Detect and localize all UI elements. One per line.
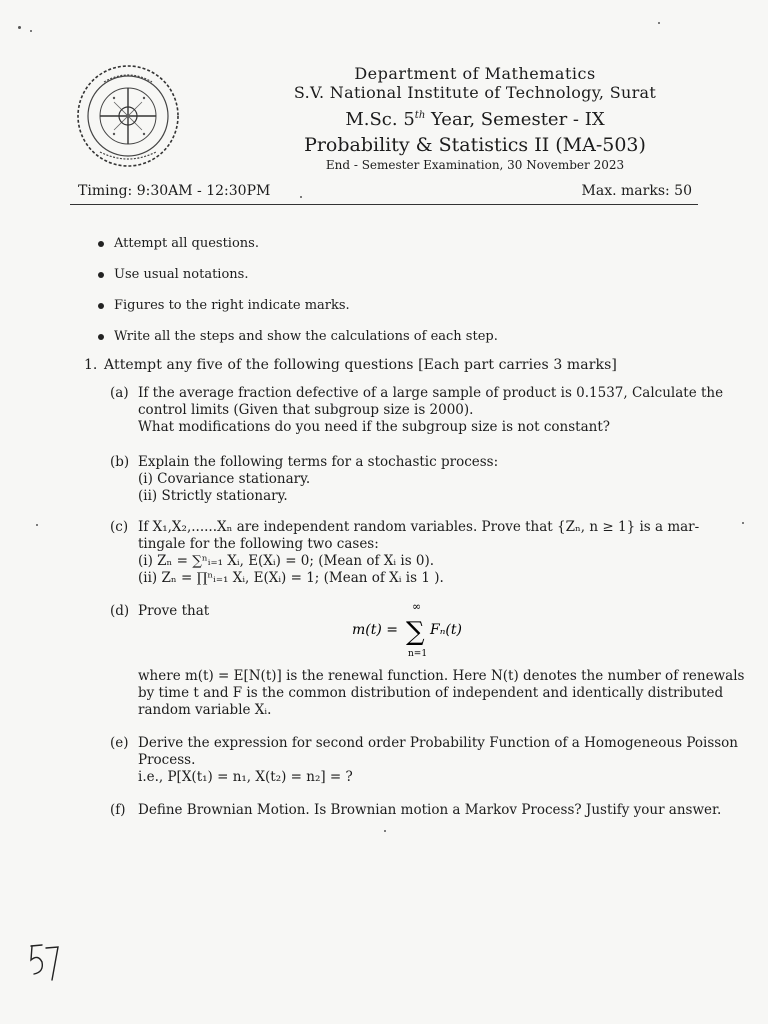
part-line: Process. xyxy=(138,752,196,768)
program-line xyxy=(250,105,700,131)
part-line: i.e., P[X(t₁) = n₁, X(t₂) = n₂] = ? xyxy=(138,769,353,785)
scan-speck xyxy=(742,522,744,524)
bullet-icon xyxy=(98,303,104,309)
question-text: Attempt any five of the following questions [Each part carries 3 marks] xyxy=(104,357,617,373)
part-label: (b) xyxy=(110,454,130,470)
part-label: (a) xyxy=(110,385,129,401)
institute-seal-icon xyxy=(74,62,182,170)
handwritten-page-mark xyxy=(28,940,62,984)
scan-speck xyxy=(30,30,32,32)
scan-speck xyxy=(384,830,386,832)
renewal-formula xyxy=(352,594,472,664)
exam-meta xyxy=(78,183,692,203)
part-body xyxy=(138,668,745,719)
formula-sum-lower: n=1 xyxy=(408,649,428,659)
part-line: (i) Covariance stationary. xyxy=(138,471,311,487)
part-label: (c) xyxy=(110,519,129,535)
institute-name: S.V. National Institute of Technology, Surat xyxy=(293,83,657,102)
scan-speck xyxy=(300,196,302,198)
part-line: control limits (Given that subgroup size is 2000). xyxy=(138,402,474,418)
question-number: 1. xyxy=(84,357,98,373)
part-line: tingale for the following two cases: xyxy=(138,536,379,552)
header-divider xyxy=(70,204,698,205)
instruction-text: Write all the steps and show the calculations of each step. xyxy=(114,329,498,344)
instruction-text: Figures to the right indicate marks. xyxy=(114,298,350,313)
part-line: If X₁,X₂,......Xₙ are independent random variables. Prove that {Zₙ, n ≥ 1} is a mar- xyxy=(138,519,700,535)
program-prefix: M.Sc. 5 xyxy=(345,109,415,130)
bullet-icon xyxy=(98,272,104,278)
part-label: (f) xyxy=(110,802,126,818)
part-line: If the average fraction defective of a large sample of product is 0.1537, Calculate the xyxy=(138,385,724,401)
part-line: (ii) Strictly stationary. xyxy=(138,488,288,504)
part-label: (d) xyxy=(110,603,130,619)
part-body xyxy=(138,735,738,786)
part-line: where m(t) = E[N(t)] is the renewal function. Here N(t) denotes the number of renewals xyxy=(138,668,745,684)
instruction-text: Use usual notations. xyxy=(114,267,249,282)
part-line: Derive the expression for second order Probability Function of a Homogeneous Poisson xyxy=(138,735,738,751)
formula-term: Fₙ(t) xyxy=(430,622,462,638)
scan-speck xyxy=(658,22,660,24)
course-title: Probability & Statistics II (MA-503) xyxy=(304,134,646,156)
part-line: (ii) Zₙ = ∏ⁿᵢ₌₁ Xᵢ, E(Xᵢ) = 1; (Mean of Xᵢ is 1 ). xyxy=(138,570,444,586)
part-line: (i) Zₙ = ∑ⁿᵢ₌₁ Xᵢ, E(Xᵢ) = 0; (Mean of Xᵢ is 0). xyxy=(138,553,435,569)
instruction-item xyxy=(96,267,498,298)
instruction-item xyxy=(96,329,498,360)
scan-speck xyxy=(36,524,38,526)
program-suffix: Year, Semester - IX xyxy=(425,109,605,130)
program-superscript: th xyxy=(414,110,426,121)
part-intro: Prove that xyxy=(138,603,210,619)
instruction-item xyxy=(96,298,498,329)
part-line: What modifications do you need if the subgroup size is not constant? xyxy=(138,419,611,435)
exam-header xyxy=(250,64,700,173)
part-line: Explain the following terms for a stochastic process: xyxy=(138,454,499,470)
part-line: by time t and F is the common distribution of independent and identically distributed xyxy=(138,685,724,701)
part-line: Define Brownian Motion. Is Brownian motion a Markov Process? Justify your answer. xyxy=(138,802,722,818)
part-body xyxy=(138,519,700,587)
instructions-list xyxy=(96,236,498,360)
instruction-text: Attempt all questions. xyxy=(114,236,259,251)
part-line: random variable Xᵢ. xyxy=(138,702,272,718)
exam-timing: Timing: 9:30AM - 12:30PM xyxy=(78,183,271,199)
part-body xyxy=(138,454,700,505)
department-name: Department of Mathematics xyxy=(354,64,596,83)
formula-sum-symbol: ∑ xyxy=(406,617,425,647)
bullet-icon xyxy=(98,241,104,247)
formula-sum-upper: ∞ xyxy=(412,600,422,613)
scan-speck xyxy=(18,26,21,29)
part-body xyxy=(138,385,724,436)
formula-lhs: m(t) = xyxy=(352,622,399,638)
part-label: (e) xyxy=(110,735,129,751)
instruction-item xyxy=(96,236,498,267)
part-body xyxy=(138,802,722,819)
exam-name-date: End - Semester Examination, 30 November 2023 xyxy=(325,158,625,172)
max-marks: Max. marks: 50 xyxy=(581,183,692,199)
bullet-icon xyxy=(98,334,104,340)
